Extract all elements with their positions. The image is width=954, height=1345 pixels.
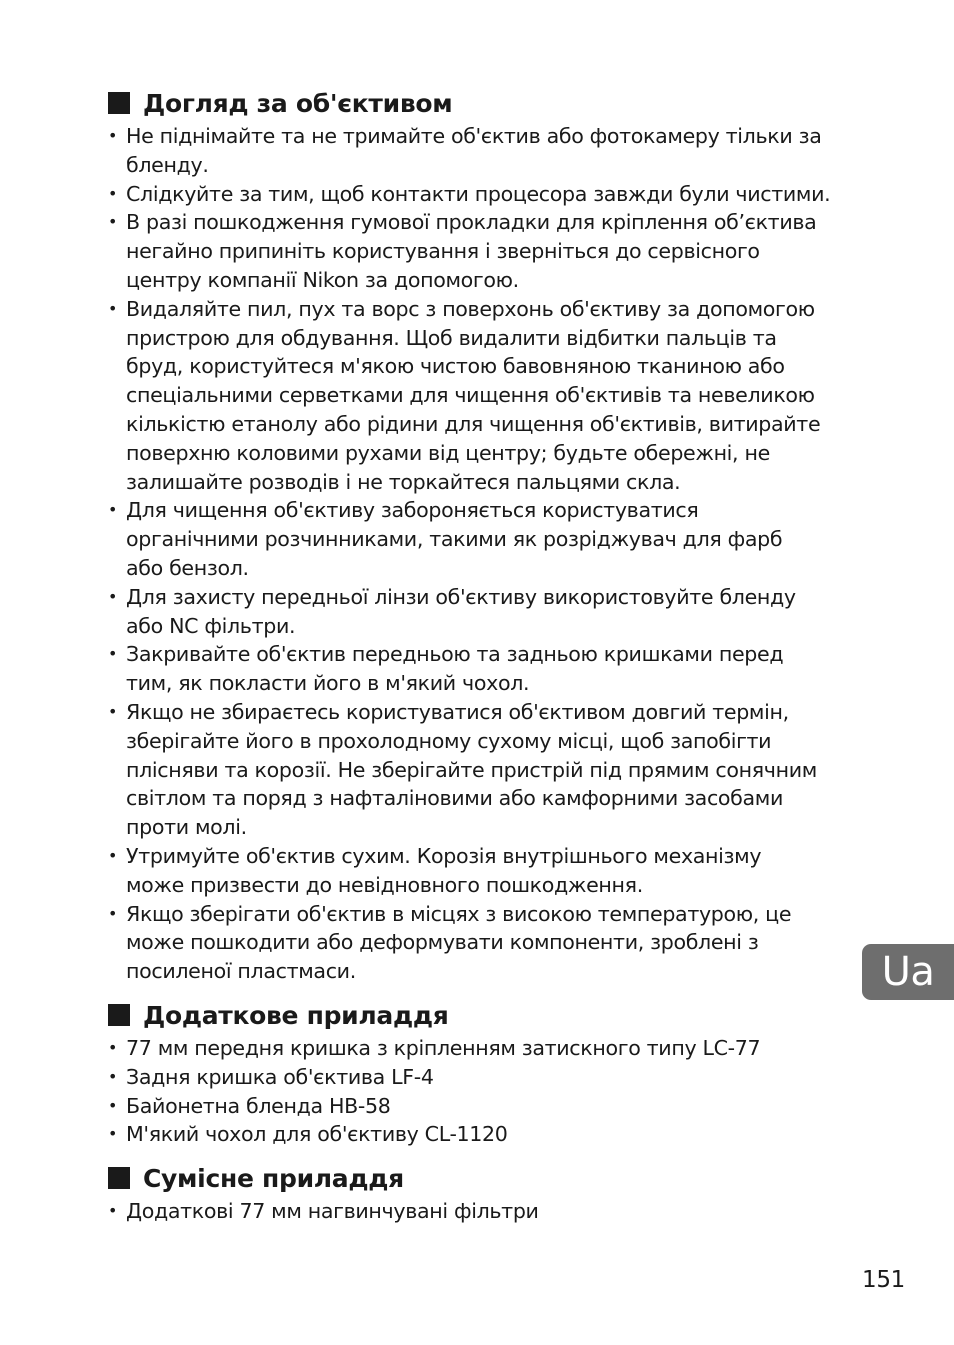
list-item-line: або NC фільтри.	[126, 613, 296, 638]
list-item-line: тим, як покласти його в м'який чохол.	[126, 671, 530, 696]
bullet-icon: •	[108, 212, 118, 232]
list-item-line: Утримуйте об'єктив сухим. Корозія внутрішнього механізму	[126, 843, 762, 868]
section-heading-text: Сумісне приладдя	[143, 1163, 404, 1193]
heading-square-icon	[108, 92, 130, 114]
bullet-icon: •	[108, 1124, 118, 1144]
list-item-line: центру компанії Nikon за допомогою.	[126, 267, 519, 292]
list-item-line: може пошкодити або деформувати компоненти, зроблені з	[126, 930, 759, 955]
bullet-icon: •	[108, 1066, 118, 1086]
list-item-line: поверхню коловими рухами від центру; будьте обережні, не	[126, 440, 770, 465]
list-item-line: М'який чохол для об'єктиву CL-1120	[126, 1122, 508, 1147]
list-item-line: світлом та поряд з нафталіновими або камфорними засобами	[126, 786, 784, 811]
list-item-line: Видаляйте пил, пух та ворс з поверхонь об'єктиву за допомогою	[126, 296, 815, 321]
section-heading	[108, 1161, 853, 1195]
heading-square-icon	[108, 1004, 130, 1026]
language-tab: Ua	[862, 944, 954, 1000]
list-item-line: пристрою для обдування. Щоб видалити відбитки пальців та	[126, 325, 777, 350]
list-item-line: негайно припиніть користування і зверніться до сервісного	[126, 239, 760, 264]
bullet-icon: •	[108, 183, 118, 203]
list-item-line: Слідкуйте за тим, щоб контакти процесора завжди були чистими.	[126, 181, 831, 206]
list-item-line: проти молі.	[126, 815, 247, 840]
bullet-icon: •	[108, 500, 118, 520]
bullet-icon: •	[108, 845, 118, 865]
list-item	[108, 1063, 853, 1092]
list-item-line: Для захисту передньої лінзи об'єктиву використовуйте бленду	[126, 584, 796, 609]
list-item-line: Задня кришка об'єктива LF-4	[126, 1064, 434, 1089]
list-item-line: залишайте розводів і не торкайтеся пальцями скла.	[126, 469, 681, 494]
list-item	[108, 1120, 853, 1149]
section-heading-text: Додаткове приладдя	[143, 1000, 449, 1030]
list-item-line: або бензол.	[126, 555, 249, 580]
list-item	[108, 122, 853, 180]
heading-square-icon	[108, 1167, 130, 1189]
section-heading-text: Догляд за об'єктивом	[143, 88, 453, 118]
list-item	[108, 698, 853, 842]
bullet-icon: •	[108, 903, 118, 923]
list-item-line: органічними розчинниками, такими як розріджувач для фарб	[126, 527, 783, 552]
list-item-line: Додаткові 77 мм нагвинчувані фільтри	[126, 1199, 539, 1223]
list-item-line: може призвести до невідновного пошкодження.	[126, 872, 643, 897]
section-lens-care	[108, 86, 853, 986]
list-item-line: Якщо зберігати об'єктив в місцях з високою температурою, це	[126, 901, 792, 926]
bullet-icon: •	[108, 644, 118, 664]
list-item-line: зберігайте його в прохолодному сухому місці, щоб запобігти	[126, 728, 772, 753]
bullet-icon: •	[108, 126, 118, 145]
list-item-line: Байонетна бленда HB-58	[126, 1093, 391, 1118]
bullet-icon: •	[108, 1201, 118, 1220]
list-item-line: плісняви та корозії. Не зберігайте пристрій під прямим сонячним	[126, 757, 817, 782]
list-item	[108, 208, 853, 294]
bullet-icon: •	[108, 1095, 118, 1115]
section-heading	[108, 998, 853, 1032]
list-item-line: бруд, користуйтеся м'якою чистою бавовняною тканиною або	[126, 354, 785, 379]
list-item	[108, 583, 853, 641]
list-item-line: Якщо не збираєтесь користуватися об'єктивом довгий термін,	[126, 699, 789, 724]
supplied-accessories-list	[108, 1034, 853, 1149]
list-item-line: В разі пошкодження гумової прокладки для кріплення об’єктива	[126, 210, 817, 235]
list-item-line: Не піднімайте та не тримайте об'єктив або фотокамеру тільки за	[126, 124, 822, 148]
list-item	[108, 180, 853, 209]
page-number: 151	[862, 1267, 905, 1293]
list-item-line: кількістю етанолу або рідини для чищення об'єктивів, витирайте	[126, 411, 821, 436]
list-item	[108, 1197, 853, 1226]
section-heading	[108, 86, 853, 120]
list-item	[108, 1034, 853, 1063]
bullet-icon: •	[108, 701, 118, 721]
list-item-line: бленду.	[126, 152, 209, 177]
list-item-line: 77 мм передня кришка з кріпленням затискного типу LC-77	[126, 1036, 761, 1060]
bullet-icon: •	[108, 586, 118, 606]
section-compatible-accessories	[108, 1161, 853, 1226]
list-item	[108, 1092, 853, 1121]
list-item	[108, 640, 853, 698]
list-item-line: посиленої пластмаси.	[126, 959, 356, 984]
list-item	[108, 295, 853, 497]
list-item-line: спеціальними серветками для чищення об'єктивів та невеликою	[126, 383, 815, 408]
lens-care-list	[108, 122, 853, 986]
list-item	[108, 900, 853, 986]
list-item	[108, 842, 853, 900]
list-item-line: Закривайте об'єктив передньою та задньою кришками перед	[126, 642, 784, 667]
list-item	[108, 496, 853, 582]
list-item-line: Для чищення об'єктиву забороняється користуватися	[126, 498, 699, 523]
section-supplied-accessories	[108, 998, 853, 1149]
compatible-accessories-list	[108, 1197, 853, 1226]
bullet-icon: •	[108, 298, 118, 318]
bullet-icon: •	[108, 1038, 118, 1057]
